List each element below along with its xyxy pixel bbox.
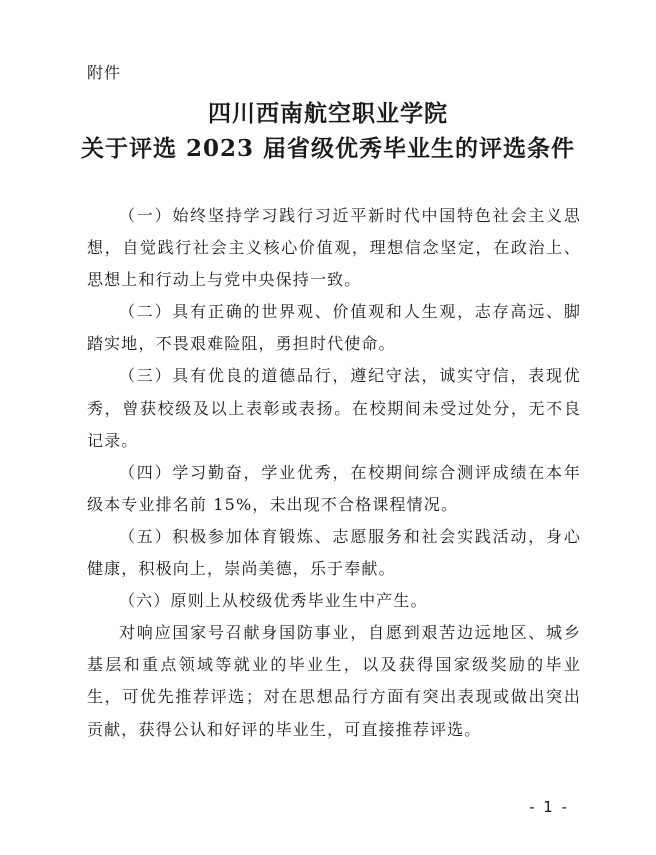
document-body bbox=[87, 200, 581, 746]
criterion-paragraph-5: （五）积极参加体育锻炼、志愿服务和社会实践活动，身心健康，积极向上，崇尚美德，乐于奉献。 bbox=[87, 526, 581, 579]
criterion-paragraph-1: （一）始终坚持学习践行习近平新时代中国特色社会主义思想，自觉践行社会主义核心价值观，理想信念坚定，在政治上、思想上和行动上与党中央保持一致。 bbox=[87, 206, 581, 290]
page-number: - 1 - bbox=[529, 798, 569, 816]
document-title-line-2: 关于评选 2023 届省级优秀毕业生的评选条件 bbox=[80, 135, 576, 162]
criterion-paragraph-3: （三）具有优良的道德品行，遵纪守法，诚实守信，表现优秀，曾获校级及以上表彰或表扬。在校期间未受过处分，无不良记录。 bbox=[87, 366, 581, 450]
criterion-paragraph-2: （二）具有正确的世界观、价值观和人生观，志存高远、脚踏实地，不畏艰难险阻，勇担时代使命。 bbox=[87, 302, 581, 354]
criterion-paragraph-6: （六）原则上从校级优秀毕业生中产生。 bbox=[119, 591, 428, 611]
priority-recommendation-paragraph: 对响应国家号召献身国防事业，自愿到艰苦边远地区、城乡基层和重点领域等就业的毕业生，以及获得国家级奖励的毕业生，可优先推荐评选；对在思想品行方面有突出表现或做出突出贡献，获得公认和好评的毕业生，可直接推荐评选。 bbox=[87, 623, 581, 739]
attachment-label: 附件 bbox=[87, 63, 122, 82]
criterion-paragraph-4: （四）学习勤奋，学业优秀，在校期间综合测评成绩在本年级本专业排名前 15%，未出现不合格课程情况。 bbox=[87, 462, 581, 514]
document-title-line-1: 四川西南航空职业学院 bbox=[208, 100, 448, 127]
